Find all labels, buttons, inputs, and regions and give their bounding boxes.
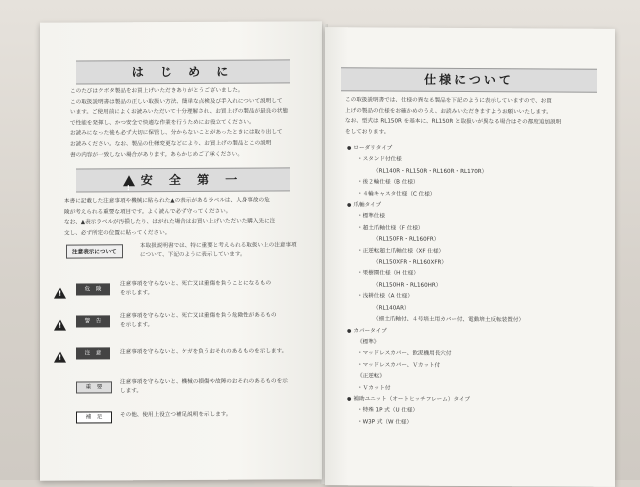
left-page: [40, 21, 322, 480]
signal-badge-caution: 注 意: [76, 347, 110, 359]
notice-desc-line: 本取扱説明書では、特に重要と考えられる取扱い上の注意事項: [140, 242, 297, 250]
signal-row-warning: [54, 311, 304, 330]
signal-badge-warning: 警 告: [76, 315, 110, 327]
spec-item: 《正逆転》: [357, 373, 385, 380]
signal-row-supplement: [54, 407, 304, 426]
spec-item: ・正逆転超土爪軸仕様（XF 仕様）: [357, 247, 445, 255]
spec-intro-line: この取扱説明書では、仕様の異なる製品を下記のように表示していますので、お買: [345, 97, 552, 105]
safety-paragraph: [64, 196, 275, 239]
spec-item: ・スタンド付仕様: [357, 156, 402, 163]
intro-line: お読みください。なお、製品の仕様変更などにより、お買上げの製品とこの説明: [70, 140, 272, 148]
spec-list: [347, 143, 524, 429]
safety-title: [76, 167, 290, 192]
spec-item: 《標準》: [357, 339, 380, 346]
spec-intro-line: 上げの製品の仕様をお確かめのうえ、お読みいただきますようお願いいたします。: [345, 107, 552, 116]
spec-item: （RL140AR）: [373, 305, 410, 312]
spec-item: （RL150XFR・RL160XFR）: [373, 259, 448, 266]
signal-row-important: [54, 377, 304, 396]
right-page: [325, 27, 615, 487]
notice-label: 注意表示について: [66, 244, 123, 258]
signal-text-caution: 注意事項を守らないと、ケガを負うおそれのあるものを示します。: [120, 348, 288, 356]
spec-category: ● ローダリタイプ: [347, 143, 524, 155]
spec-category: ● カバータイプ: [347, 326, 524, 338]
spec-item: ・マッドレスカバー、飲泥機用長穴付: [357, 350, 452, 358]
safety-title-text: 安 全 第 一: [140, 172, 244, 188]
warning-triangle-icon: [54, 315, 66, 334]
signal-text-important: 注意事項を守らないと、機械の損傷や故障のおそれのあるものを示 します。: [120, 378, 288, 395]
spec-intro-line: なお、型式は RL150R を基本に、RL150R と取扱いが異なる場合はその都度追加説明: [345, 118, 562, 126]
spec-item: ・果樹園仕様（H 仕様）: [357, 270, 419, 278]
spec-item: ・４輪キャスタ仕様（C 仕様）: [357, 190, 436, 198]
signal-text-danger: 注意事項を守らないと、死亡又は重傷を負うことになるもの を示します。: [120, 280, 272, 297]
spec-item: ・超土爪軸仕様（F 仕様）: [357, 225, 424, 232]
signal-badge-important: 重 要: [76, 381, 112, 393]
intro-line: お読みになった後も必ず大切に保管し、分からないことがあったときには取り出して: [70, 129, 283, 137]
intro-title: は じ め に: [76, 59, 290, 84]
signal-badge-supplement: 補 足: [76, 411, 112, 423]
notice-description: [140, 241, 297, 260]
warning-triangle-icon: [54, 283, 66, 302]
spec-item: （RL140R・RL150R・RL160R・RL170R）: [373, 168, 488, 175]
warning-triangle-icon: [123, 175, 135, 186]
spec-intro-paragraph: [345, 95, 561, 139]
intro-paragraph: [70, 85, 288, 160]
safety-line: 本書に記載した注意事項や機械に貼られた▲の表示があるラベルは、人身事故の危: [64, 197, 270, 205]
spec-item: （RL150HR・RL160HR）: [373, 282, 442, 289]
spec-item: ・標準仕様: [357, 213, 385, 220]
signal-text-supplement: その他、使用上役立つ補足説明を示します。: [120, 411, 232, 419]
safety-line: 険が考えられる重要な項目です。よく読んで必ず守ってください。: [64, 208, 232, 216]
signal-badge-danger: 危 険: [76, 283, 110, 295]
spec-item: ・浅耕仕様（A 仕様）: [357, 293, 413, 300]
spec-item: （細土爪軸付、４号培土用カバー付、電動培土反転装置付）: [373, 316, 525, 324]
spec-item: ・Ｖカット付: [357, 384, 391, 392]
intro-line: このたびはクボタ製品をお買上げいただきありがとうございました。: [70, 87, 244, 95]
intro-line: で性能を発揮し、かつ安全で快適な作業を行うためにお役立てください。: [70, 119, 255, 127]
warning-triangle-icon: [54, 347, 66, 366]
spec-category: ● 爪軸タイプ: [347, 200, 524, 212]
intro-line: この取扱説明書は製品の正しい取扱い方法、簡単な点検及び手入れについて説明して: [70, 98, 283, 106]
spec-intro-line: をしております。: [345, 129, 390, 136]
spec-item: ・W3P 式（W 仕様）: [357, 419, 413, 426]
spec-category: ● 補助ユニット（オートヒッチフレーム）タイプ: [347, 394, 524, 406]
spec-item: ・マッドレスカバー、Ｖカット付: [357, 362, 441, 369]
notice-desc-line: について、下記のように表示しています。: [140, 251, 246, 259]
spec-item: （RL150FR・RL160FR）: [373, 236, 440, 244]
spec-item: ・特殊 1P 式（U 仕様）: [357, 407, 419, 415]
signal-text-warning: 注意事項を守らないと、死亡又は重傷を負う危険性があるもの を示します。: [120, 312, 277, 329]
spec-item: ・後２輪仕様（B 仕様）: [357, 179, 419, 186]
intro-line: 書の内容が一致しない場合があります。あらかじめご了承ください。: [70, 151, 243, 159]
signal-row-danger: [54, 279, 304, 298]
safety-line: 文し、必ず所定の位置に貼ってください。: [64, 229, 171, 237]
safety-line: なお、▲表示ラベルが汚損したり、はがれた場合はお買い上げいただいた購入先に注: [64, 218, 276, 226]
intro-line: います。ご使用前によくお読みいただいて十分理解され、お買上げの製品が最良の状態: [70, 108, 289, 116]
open-booklet: [20, 14, 624, 480]
spec-title: 仕様について: [341, 67, 597, 93]
signal-row-caution: [54, 343, 304, 362]
